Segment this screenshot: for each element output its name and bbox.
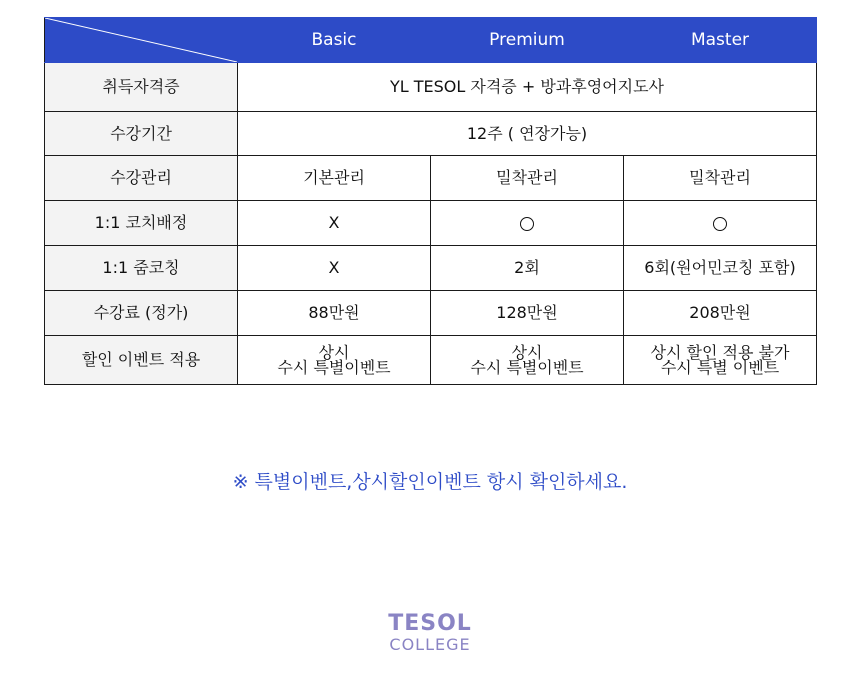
row-header: 1:1 코치배정 (45, 201, 238, 246)
table-cell: 12주 ( 연장가능) (238, 112, 817, 156)
column-header-basic: Basic (238, 18, 431, 63)
table-cell: X (238, 246, 431, 291)
row-header: 취득자격증 (45, 63, 238, 112)
table-row (45, 246, 817, 291)
table-row (45, 112, 817, 156)
table-row (45, 156, 817, 201)
table-cell: 208만원 (624, 291, 817, 336)
table-cell: 밀착관리 (624, 156, 817, 201)
tesol-college-logo (340, 612, 520, 654)
cell-line: 수시 특별 이벤트 (660, 358, 780, 377)
cell-line: 수시 특별이벤트 (470, 358, 584, 377)
table-row (45, 336, 817, 385)
table-cell: X (238, 201, 431, 246)
table-row (45, 291, 817, 336)
table-cell (238, 336, 431, 385)
row-header: 수강료 (정가) (45, 291, 238, 336)
table-cell (624, 201, 817, 246)
table-cell (624, 336, 817, 385)
corner-cell (45, 18, 238, 63)
notice-text: ※ 특별이벤트,상시할인이벤트 항시 확인하세요. (232, 471, 628, 493)
column-header-premium: Premium (431, 18, 624, 63)
cell-line: 상시 (511, 343, 543, 362)
table-cell: 88만원 (238, 291, 431, 336)
row-header: 수강기간 (45, 112, 238, 156)
table-cell: 128만원 (431, 291, 624, 336)
table-cell: 6회(원어민코칭 포함) (624, 246, 817, 291)
table-row (45, 201, 817, 246)
table-row (45, 63, 817, 112)
table-cell: 기본관리 (238, 156, 431, 201)
row-header: 할인 이벤트 적용 (45, 336, 238, 385)
cell-line: 상시 할인 적용 불가 (650, 343, 790, 362)
cell-line: 수시 특별이벤트 (277, 358, 391, 377)
circle-mark-icon (713, 217, 727, 231)
table-cell: 2회 (431, 246, 624, 291)
diagonal-line (45, 18, 237, 62)
table-cell: YL TESOL 자격증 + 방과후영어지도사 (238, 63, 817, 112)
row-header: 수강관리 (45, 156, 238, 201)
logo-text-top: TESOL (388, 611, 472, 636)
table-cell (431, 336, 624, 385)
circle-mark-icon (520, 217, 534, 231)
logo-text-bottom: COLLEGE (389, 635, 471, 654)
pricing-table (44, 17, 817, 385)
table-cell (431, 201, 624, 246)
table-header-row (45, 18, 817, 63)
column-header-master: Master (624, 18, 817, 63)
cell-line: 상시 (318, 343, 350, 362)
table-cell: 밀착관리 (431, 156, 624, 201)
row-header: 1:1 줌코칭 (45, 246, 238, 291)
